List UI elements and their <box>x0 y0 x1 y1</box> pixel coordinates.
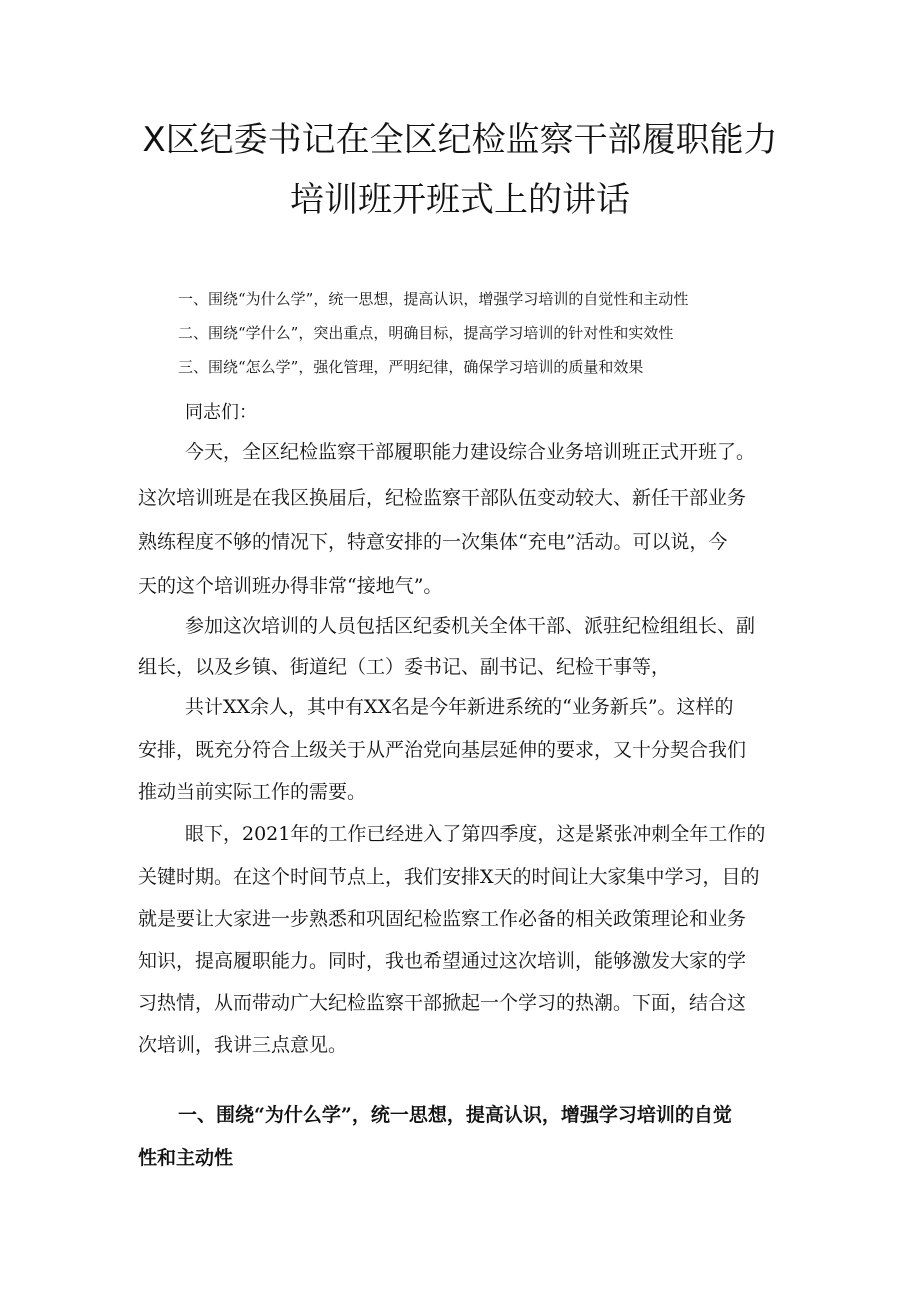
greeting: 同志们： <box>185 402 257 423</box>
paragraph-1-line-4: 天的这个培训班办得非常“接地气”。 <box>138 575 443 597</box>
toc-item-2: 二、围绕“学什么”，突出重点，明确目标，提高学习培训的针对性和实效性 <box>178 324 674 342</box>
paragraph-4-line-5: 习热情，从而带动广大纪检监察干部掀起一个学习的热潮。下面，结合这 <box>138 992 747 1014</box>
toc-item-3: 三、围绕“怎么学”，强化管理，严明纪律，确保学习培训的质量和效果 <box>178 358 644 376</box>
section-heading-line-2: 性和主动性 <box>138 1147 234 1169</box>
paragraph-1-line-3: 熟练程度不够的情况下，特意安排的一次集体“充电”活动。可以说，今 <box>138 531 728 553</box>
paragraph-4-line-2: 关键时期。在这个时间节点上，我们安排X天的时间让大家集中学习，目的 <box>138 866 760 888</box>
paragraph-3-line-2: 安排，既充分符合上级关于从严治党向基层延伸的要求，又十分契合我们 <box>138 739 747 761</box>
paragraph-3-line-3: 推动当前实际工作的需要。 <box>138 781 367 803</box>
paragraph-4-line-1: 眼下，2021年的工作已经进入了第四季度，这是紧张冲刺全年工作的 <box>185 823 766 845</box>
section-heading-line-1: 一、围绕“为什么学”，统一思想，提高认识，增强学习培训的自觉 <box>178 1104 732 1126</box>
paragraph-3-line-1: 共计XX余人，其中有XX名是今年新进系统的“业务新兵”。这样的 <box>185 696 734 718</box>
paragraph-2-line-1: 参加这次培训的人员包括区纪委机关全体干部、派驻纪检组组长、副 <box>185 615 756 637</box>
document-title-line-2: 培训班开班式上的讲话 <box>290 180 630 220</box>
paragraph-1-line-2: 这次培训班是在我区换届后，纪检监察干部队伍变动较大、新任干部业务 <box>138 487 747 509</box>
paragraph-1-line-1: 今天，全区纪检监察干部履职能力建设综合业务培训班正式开班了。 <box>185 441 756 463</box>
paragraph-4-line-4: 知识，提高履职能力。同时，我也希望通过这次培训，能够激发大家的学 <box>138 950 747 972</box>
toc-item-1: 一、围绕“为什么学”，统一思想，提高认识，增强学习培训的自觉性和主动性 <box>178 290 689 308</box>
paragraph-2-line-2: 组长，以及乡镇、街道纪（工）委书记、副书记、纪检干事等， <box>138 656 671 678</box>
document-title-line-1: X区纪委书记在全区纪检监察干部履职能力 <box>142 120 778 160</box>
paragraph-4-line-6: 次培训，我讲三点意见。 <box>138 1034 348 1056</box>
paragraph-4-line-3: 就是要让大家进一步熟悉和巩固纪检监察工作必备的相关政策理论和业务 <box>138 908 747 930</box>
